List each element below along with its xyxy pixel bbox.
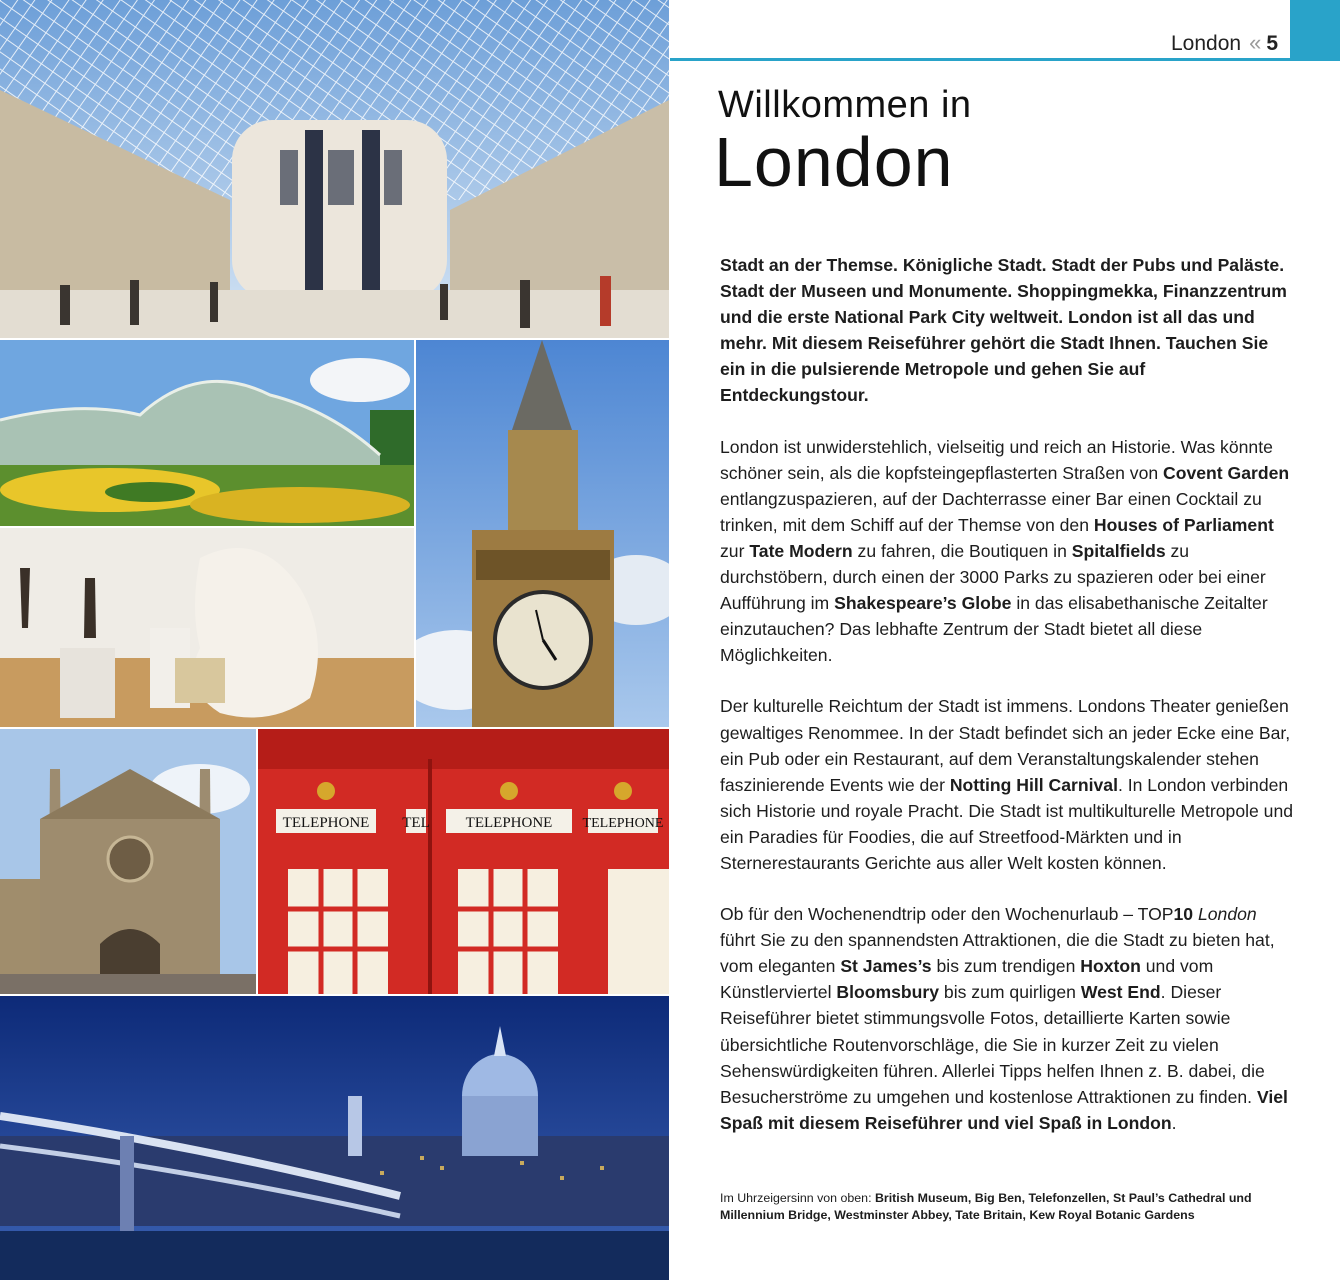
paragraph-2: Der kulturelle Reichtum der Stadt ist immens. Londons Theater genießen gewaltiges Renommee. In der Stadt befindet sich an jeder Ecke eine Bar, ein Pub oder ein Restaurant, auf dem Veranstaltungskalender stehen faszinierende Events wie der Notting Hill Carnival. In London verbinden sich Historie und royale Pracht. Die Stadt ist multikulturelle Metropole und ein Paradies für Foodies, die auf Streetfood-Märkten und in Sternerestaurants Gerichte aus aller Welt kosten können.: [720, 696, 1294, 873]
caption-list: British Museum, Big Ben, Telefonzellen, St Paul’s Cathedral und Millennium Bridge, Westminster Abbey, Tate Britain, Kew Royal Botanic Gardens: [720, 1191, 1252, 1222]
page-title-line1: Willkommen in: [718, 84, 972, 126]
section-title: London: [1170, 32, 1242, 55]
page-title-line2: London: [714, 123, 954, 201]
article-body: [720, 252, 1295, 1161]
paragraph-3: Ob für den Wochenendtrip oder den Wochenurlaub – TOP10 London führt Sie zu den spannendsten Attraktionen, die die Stadt zu bieten hat, vom eleganten St James’s bis zum trendigen Hoxton und vom Künstlerviertel Bloomsbury bis zum quirligen West End. Dieser Reiseführer bietet stimmungsvolle Fotos, detaillierte Karten sowie übersichtliche Routenvorschläge, die Sie in kurzer Zeit zu vielen Sehenswürdigkeiten führen. Allerlei Tipps helfen Ihnen z. B. dabei, die Besucherströme zu umgehen und kostenlose Attraktionen zu finden. Viel Spaß mit diesem Reiseführer und viel Spaß in London.: [720, 904, 1288, 1133]
caption-lead: Im Uhrzeigersinn von oben:: [720, 1191, 875, 1205]
page-number: 5: [1266, 32, 1278, 55]
photo-caption: [720, 1190, 1280, 1224]
paragraph-1: London ist unwiderstehlich, vielseitig und reich an Historie. Was könnte schöner sein, als die kopfsteingepflasterten Straßen von Covent Garden entlangzuspazieren, auf der Dachterrasse einer Bar einen Cocktail zu trinken, mit dem Schiff auf der Themse von den Houses of Parliament zur Tate Modern zu fahren, die Boutiquen in Spitalfields zu durchstöbern, durch einen der 3000 Parks zu spazieren oder bei einer Aufführung im Shakespeare’s Globe in das elisabethanische Zeitalter einzutauchen? Das lebhafte Zentrum der Stadt bietet all diese Möglichkeiten.: [720, 436, 1290, 666]
header-rule: [670, 58, 1340, 61]
british-museum-photo: [0, 0, 669, 338]
telephone-sign-text: TELEPHONE: [282, 815, 370, 831]
tate-britain-photo: [0, 528, 414, 727]
telephone-sign-text: TELEPHONE: [582, 816, 664, 831]
big-ben-photo: [416, 340, 669, 727]
telephone-sign-text: TELEPHONE: [465, 815, 553, 831]
telephone-sign-partial-text: TEL: [402, 815, 430, 831]
telephone-boxes-photo: [258, 729, 669, 994]
page-tab-accent: [1290, 0, 1340, 58]
running-header: [1171, 30, 1278, 56]
westminster-abbey-photo: [0, 729, 256, 994]
intro-paragraph: Stadt an der Themse. Königliche Stadt. Stadt der Pubs und Paläste. Stadt der Museen und Monumente. Shoppingmekka, Finanzzentrum und die erste National Park City weltweit. London ist all das und mehr. Mit diesem Reiseführer gehört die Stadt Ihnen. Tauchen Sie ein in die pulsierende Metropole und gehen Sie auf Entdeckungstour.: [720, 255, 1287, 406]
chevron-left-icon: «: [1249, 30, 1259, 55]
kew-gardens-photo: [0, 340, 414, 526]
st-pauls-millennium-bridge-photo: [0, 996, 669, 1280]
